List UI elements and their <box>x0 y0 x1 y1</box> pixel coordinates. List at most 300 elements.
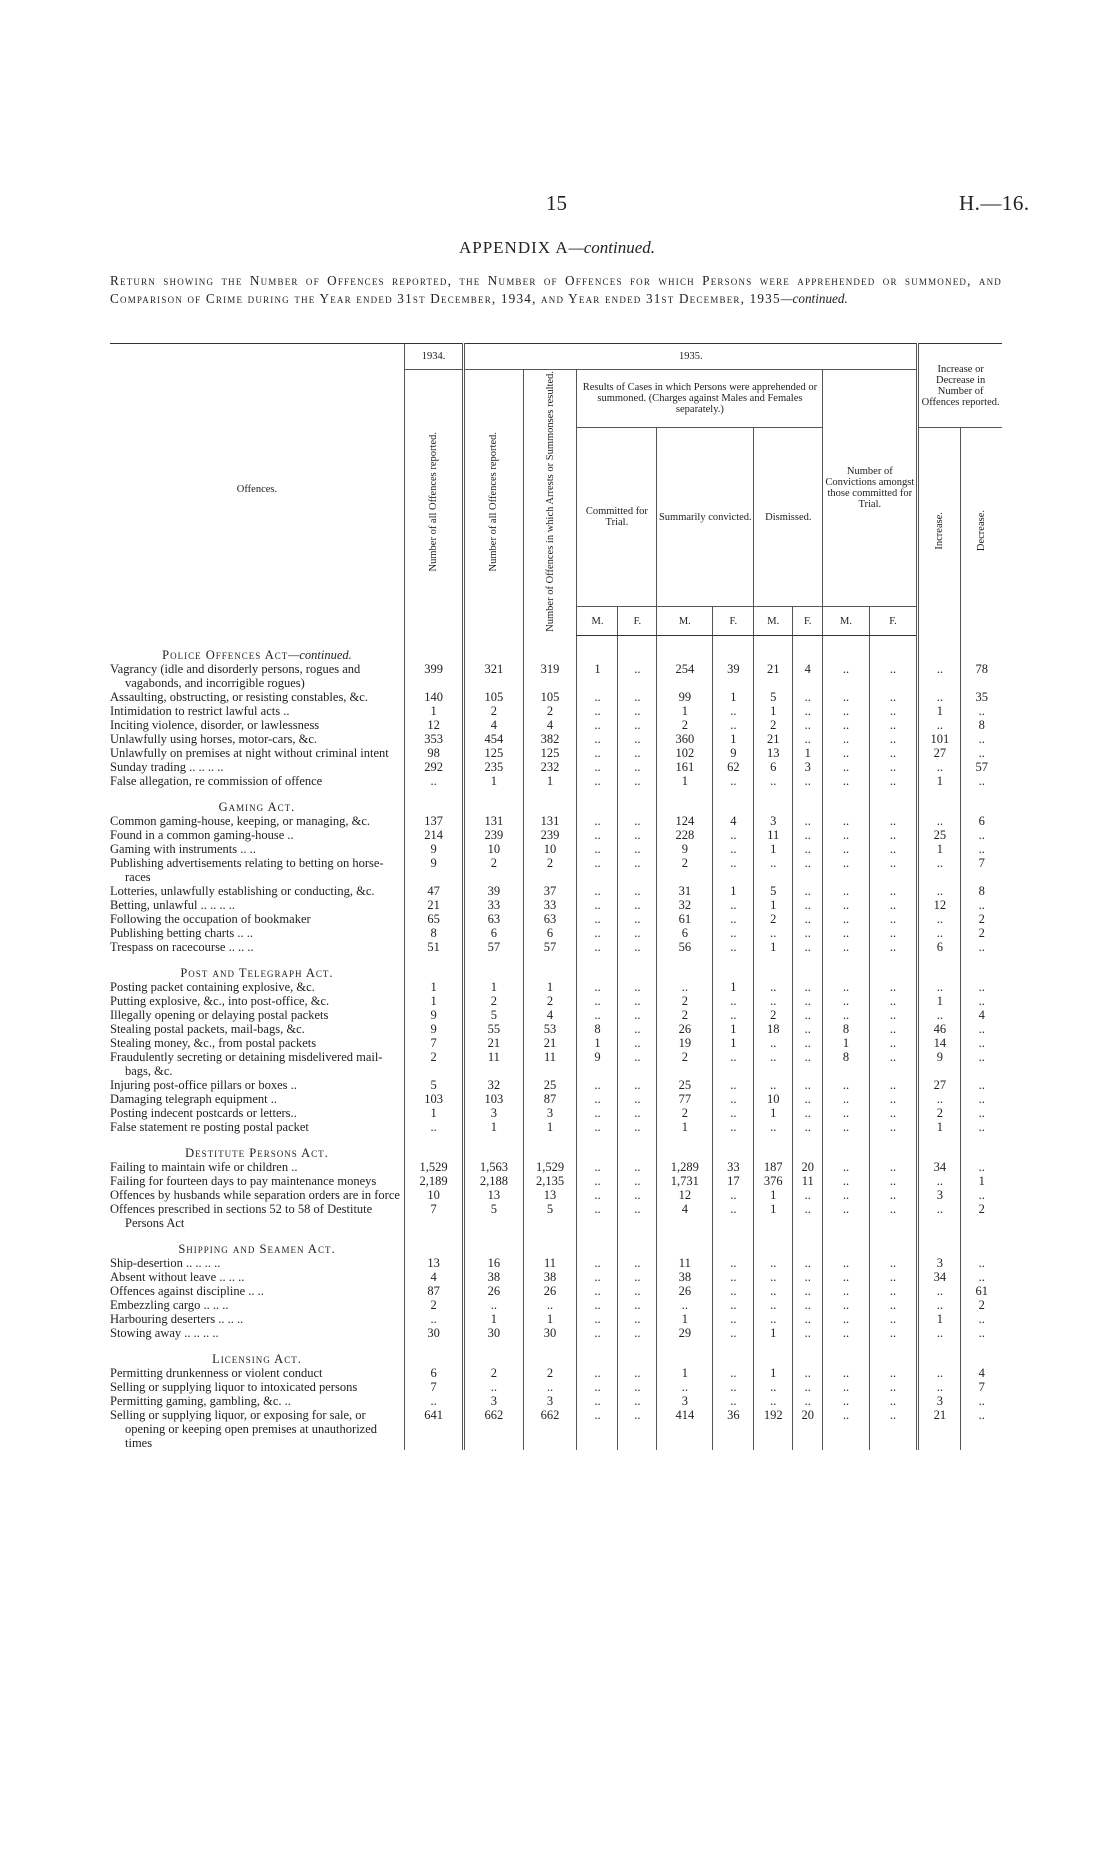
empty-cell <box>618 636 657 662</box>
table-cell: 1 <box>754 1106 793 1120</box>
table-cell: .. <box>823 1298 869 1312</box>
empty-cell <box>657 788 713 814</box>
table-cell: .. <box>793 718 823 732</box>
table-cell: 32 <box>464 1078 523 1092</box>
table-cell: .. <box>869 842 918 856</box>
table-cell: 2 <box>754 912 793 926</box>
table-cell: 131 <box>464 814 523 828</box>
offence-label: Ship-desertion .. .. .. .. <box>110 1255 221 1270</box>
table-cell: 4 <box>713 814 754 828</box>
empty-cell <box>918 954 961 980</box>
table-cell: 2 <box>464 704 523 718</box>
table-row <box>110 1408 1002 1450</box>
empty-cell <box>869 788 918 814</box>
table-cell: .. <box>869 1092 918 1106</box>
table-cell: .. <box>961 1326 1002 1340</box>
table-cell: .. <box>404 1394 463 1408</box>
table-cell: .. <box>713 1008 754 1022</box>
empty-cell <box>754 1134 793 1160</box>
table-cell: .. <box>793 1380 823 1394</box>
offence-label: Common gaming-house, keeping, or managing, &c. <box>110 813 371 828</box>
table-cell: 10 <box>523 842 577 856</box>
table-cell: .. <box>577 1078 618 1092</box>
table-cell: .. <box>793 828 823 842</box>
table-cell: 2,189 <box>404 1174 463 1188</box>
table-cell: 34 <box>918 1270 961 1284</box>
table-cell: 1 <box>793 746 823 760</box>
offence-label: Lotteries, unlawfully establishing or conducting, &c. <box>110 883 375 898</box>
table-cell: 55 <box>464 1022 523 1036</box>
table-cell: 26 <box>523 1284 577 1298</box>
offence-label: Absent without leave .. .. .. <box>110 1269 245 1284</box>
table-cell: .. <box>961 940 1002 954</box>
table-cell: .. <box>918 1092 961 1106</box>
table-cell: .. <box>869 828 918 842</box>
table-cell: .. <box>869 1312 918 1326</box>
empty-cell <box>464 788 523 814</box>
table-cell: 399 <box>404 662 463 690</box>
table-row <box>110 980 1002 994</box>
section-title-text: Post and Telegraph Act. <box>180 965 334 980</box>
table-cell: .. <box>404 1120 463 1134</box>
table-cell: .. <box>754 1284 793 1298</box>
empty-cell <box>404 1230 463 1256</box>
table-cell: 3 <box>523 1106 577 1120</box>
table-row <box>110 1188 1002 1202</box>
table-cell: 319 <box>523 662 577 690</box>
table-cell: 26 <box>657 1022 713 1036</box>
table-cell: .. <box>618 1284 657 1298</box>
table-cell: 1 <box>657 774 713 788</box>
table-cell: 27 <box>918 746 961 760</box>
table-cell: .. <box>823 1312 869 1326</box>
empty-cell <box>577 1340 618 1366</box>
table-cell: .. <box>869 1050 918 1078</box>
table-cell: 4 <box>464 718 523 732</box>
empty-cell <box>618 1230 657 1256</box>
table-cell: 1 <box>657 704 713 718</box>
table-cell: 2,135 <box>523 1174 577 1188</box>
section-title-text: Licensing Act. <box>212 1351 302 1366</box>
table-cell: 13 <box>404 1256 463 1270</box>
table-cell: 19 <box>657 1036 713 1050</box>
offence-label: Following the occupation of bookmaker <box>110 911 311 926</box>
empty-cell <box>657 636 713 662</box>
table-cell: 8 <box>823 1022 869 1036</box>
table-cell: 360 <box>657 732 713 746</box>
table-cell: .. <box>823 1106 869 1120</box>
table-cell: 7 <box>961 856 1002 884</box>
table-cell: 2 <box>464 856 523 884</box>
table-cell: .. <box>577 1366 618 1380</box>
empty-cell <box>404 1340 463 1366</box>
empty-cell <box>823 954 869 980</box>
table-cell: .. <box>823 1008 869 1022</box>
table-cell: .. <box>577 994 618 1008</box>
table-row <box>110 746 1002 760</box>
empty-cell <box>713 1340 754 1366</box>
header-arrests-text: Number of Offences in which Arrests or Summonses resulted. <box>544 371 556 632</box>
table-cell: .. <box>961 1408 1002 1450</box>
table-cell: 103 <box>404 1092 463 1106</box>
section-title-text: Destitute Persons Act. <box>185 1145 329 1160</box>
table-cell: 1 <box>961 1174 1002 1188</box>
table-cell: .. <box>961 732 1002 746</box>
table-cell: 98 <box>404 746 463 760</box>
appendix-title <box>0 238 1114 258</box>
table-cell: .. <box>793 704 823 718</box>
table-cell: .. <box>577 1408 618 1450</box>
table-cell: 1 <box>577 662 618 690</box>
table-cell: 2 <box>657 1050 713 1078</box>
table-cell: 21 <box>754 732 793 746</box>
table-cell: 25 <box>918 828 961 842</box>
table-row <box>110 856 1002 884</box>
table-cell: .. <box>577 704 618 718</box>
empty-cell <box>918 1340 961 1366</box>
table-cell: .. <box>577 1394 618 1408</box>
table-cell: .. <box>823 884 869 898</box>
table-row <box>110 1120 1002 1134</box>
table-cell: 87 <box>523 1092 577 1106</box>
table-cell: 4 <box>404 1270 463 1284</box>
section-title-suffix: —continued. <box>288 647 352 662</box>
offence-label: Stealing money, &c., from postal packets <box>110 1035 317 1050</box>
table-cell: .. <box>618 884 657 898</box>
table-cell: 5 <box>464 1008 523 1022</box>
empty-cell <box>961 1230 1002 1256</box>
table-cell: .. <box>713 1078 754 1092</box>
table-cell: .. <box>713 1050 754 1078</box>
table-cell: 21 <box>464 1036 523 1050</box>
table-cell: .. <box>918 1008 961 1022</box>
table-cell: 9 <box>713 746 754 760</box>
table-cell: .. <box>869 980 918 994</box>
table-cell: 62 <box>713 760 754 774</box>
table-cell: 6 <box>523 926 577 940</box>
table-cell: .. <box>618 1270 657 1284</box>
table-cell: 77 <box>657 1092 713 1106</box>
table-cell: .. <box>869 1078 918 1092</box>
section-title <box>110 1340 404 1366</box>
table-cell: 641 <box>404 1408 463 1450</box>
table-cell: 1 <box>464 1120 523 1134</box>
empty-cell <box>404 1134 463 1160</box>
empty-cell <box>793 1134 823 1160</box>
table-cell: 1,563 <box>464 1160 523 1174</box>
table-cell: 17 <box>713 1174 754 1188</box>
table-cell: .. <box>618 940 657 954</box>
table-row <box>110 662 1002 690</box>
page-number: 15 <box>546 191 567 215</box>
table-cell: 2 <box>657 718 713 732</box>
table-cell: .. <box>823 1202 869 1230</box>
header-dismissed-f: F. <box>793 607 823 636</box>
empty-cell <box>464 954 523 980</box>
table-cell: .. <box>618 704 657 718</box>
table-cell: .. <box>577 690 618 704</box>
table-cell: .. <box>793 690 823 704</box>
table-cell: 131 <box>523 814 577 828</box>
table-cell: .. <box>618 662 657 690</box>
header-increase-decrease: Increase or Decrease in Number of Offences reported. <box>918 344 1002 428</box>
empty-cell <box>577 1230 618 1256</box>
table-row <box>110 1050 1002 1078</box>
empty-cell <box>918 1134 961 1160</box>
table-cell: .. <box>713 1326 754 1340</box>
table-cell: 2 <box>657 1106 713 1120</box>
table-cell: .. <box>713 994 754 1008</box>
table-cell: .. <box>793 898 823 912</box>
table-cell: .. <box>404 774 463 788</box>
table-cell: .. <box>869 1022 918 1036</box>
table-cell: 39 <box>713 662 754 690</box>
table-cell: .. <box>713 912 754 926</box>
table-cell: .. <box>618 732 657 746</box>
table-cell: .. <box>618 1326 657 1340</box>
table-cell: 2 <box>523 994 577 1008</box>
table-cell: .. <box>823 704 869 718</box>
table-cell: 53 <box>523 1022 577 1036</box>
table-cell: .. <box>869 732 918 746</box>
header-committed-m: M. <box>577 607 618 636</box>
table-cell: .. <box>823 912 869 926</box>
table-row <box>110 1160 1002 1174</box>
table-cell: 2 <box>961 1298 1002 1312</box>
table-cell: .. <box>869 1256 918 1270</box>
table-cell: .. <box>577 1120 618 1134</box>
table-cell: 1 <box>523 1120 577 1134</box>
table-body <box>110 636 1002 1450</box>
table-cell: .. <box>713 842 754 856</box>
header-increase-text: Increase. <box>934 511 946 550</box>
table-cell: .. <box>793 884 823 898</box>
table-cell: 2 <box>464 1366 523 1380</box>
table-cell: .. <box>577 884 618 898</box>
table-cell: 161 <box>657 760 713 774</box>
table-cell: 137 <box>404 814 463 828</box>
table-cell: .. <box>793 1188 823 1202</box>
table-cell: .. <box>618 1160 657 1174</box>
table-cell: 9 <box>404 842 463 856</box>
table-cell: .. <box>869 994 918 1008</box>
table-cell: 5 <box>404 1078 463 1092</box>
table-cell: .. <box>577 1380 618 1394</box>
offence-label: Publishing betting charts .. .. <box>110 925 254 940</box>
offence-label: Fraudulently secreting or detaining misdelivered mail-bags, &c. <box>110 1049 383 1078</box>
table-cell: .. <box>618 1036 657 1050</box>
header-all-offences-1935 <box>464 370 523 636</box>
table-cell: 12 <box>918 898 961 912</box>
table-row <box>110 760 1002 774</box>
table-cell: .. <box>869 662 918 690</box>
table-cell: 7 <box>404 1380 463 1394</box>
table-cell: 1 <box>464 1312 523 1326</box>
table-cell: .. <box>869 1120 918 1134</box>
table-cell: .. <box>577 856 618 884</box>
empty-cell <box>577 788 618 814</box>
header-decrease-text: Decrease. <box>976 509 988 551</box>
table-cell: 4 <box>523 718 577 732</box>
table-cell: 10 <box>404 1188 463 1202</box>
table-cell: .. <box>961 1160 1002 1174</box>
table-cell: 1 <box>404 704 463 718</box>
table-cell: 2 <box>961 926 1002 940</box>
empty-cell <box>713 1134 754 1160</box>
empty-cell <box>618 1340 657 1366</box>
table-cell: .. <box>713 1256 754 1270</box>
offence-label: Trespass on racecourse .. .. .. <box>110 939 254 954</box>
table-row <box>110 1008 1002 1022</box>
table-cell: .. <box>793 994 823 1008</box>
table-cell: .. <box>793 980 823 994</box>
empty-cell <box>823 788 869 814</box>
table-cell: .. <box>618 746 657 760</box>
table-cell: 125 <box>523 746 577 760</box>
return-title <box>110 272 1002 308</box>
table-cell: 1 <box>713 980 754 994</box>
table-cell: .. <box>618 1174 657 1188</box>
section-title-text: Shipping and Seamen Act. <box>178 1241 336 1256</box>
table-cell: .. <box>577 1270 618 1284</box>
table-cell: .. <box>523 1380 577 1394</box>
table-cell: .. <box>793 1298 823 1312</box>
table-cell: 2 <box>404 1050 463 1078</box>
table-cell: 1 <box>404 1106 463 1120</box>
empty-cell <box>793 1230 823 1256</box>
table-cell: 2 <box>523 1366 577 1380</box>
table-cell: 35 <box>961 690 1002 704</box>
table-cell: 254 <box>657 662 713 690</box>
table-cell: 2 <box>961 1202 1002 1230</box>
empty-cell <box>869 1230 918 1256</box>
empty-cell <box>577 636 618 662</box>
table-cell: .. <box>793 814 823 828</box>
table-cell: .. <box>793 912 823 926</box>
table-cell: .. <box>754 1050 793 1078</box>
table-cell: 2,188 <box>464 1174 523 1188</box>
table-cell: .. <box>618 760 657 774</box>
table-cell: 18 <box>754 1022 793 1036</box>
table-cell: 6 <box>404 1366 463 1380</box>
table-cell: 1 <box>523 1312 577 1326</box>
table-cell: .. <box>523 1298 577 1312</box>
table-cell: .. <box>577 1174 618 1188</box>
header-summarily: Summarily convicted. <box>657 428 754 607</box>
table-cell: .. <box>823 940 869 954</box>
table-cell: .. <box>754 1036 793 1050</box>
table-cell: .. <box>961 828 1002 842</box>
table-cell: .. <box>618 994 657 1008</box>
table-cell: 6 <box>464 926 523 940</box>
table-cell: 6 <box>754 760 793 774</box>
table-cell: 103 <box>464 1092 523 1106</box>
table-cell: .. <box>823 718 869 732</box>
table-cell: .. <box>823 1120 869 1134</box>
table-cell: 36 <box>713 1408 754 1450</box>
table-cell: .. <box>869 690 918 704</box>
table-cell: .. <box>823 898 869 912</box>
table-cell: .. <box>961 898 1002 912</box>
table-cell: 187 <box>754 1160 793 1174</box>
table-cell: .. <box>618 718 657 732</box>
table-cell: 9 <box>404 856 463 884</box>
table-cell: 2 <box>464 994 523 1008</box>
table-cell: .. <box>793 926 823 940</box>
table-cell: .. <box>793 1366 823 1380</box>
table-cell: .. <box>918 980 961 994</box>
offence-label: Permitting gaming, gambling, &c. .. <box>110 1393 291 1408</box>
table-cell: 13 <box>523 1188 577 1202</box>
table-cell: .. <box>713 856 754 884</box>
header-dismissed-m: M. <box>754 607 793 636</box>
table-cell: .. <box>713 1188 754 1202</box>
table-cell: .. <box>869 1160 918 1174</box>
table-cell: .. <box>793 940 823 954</box>
section-header-row <box>110 954 1002 980</box>
table-cell: 8 <box>577 1022 618 1036</box>
offence-label: Injuring post-office pillars or boxes .. <box>110 1077 297 1092</box>
table-cell: 6 <box>657 926 713 940</box>
table-cell: 2 <box>523 704 577 718</box>
table-cell: .. <box>823 980 869 994</box>
table-cell: 1 <box>754 898 793 912</box>
table-cell: .. <box>618 828 657 842</box>
offence-label: Offences by husbands while separation orders are in force <box>110 1187 400 1202</box>
table-cell: .. <box>713 1284 754 1298</box>
offence-label: Betting, unlawful .. .. .. .. <box>110 897 235 912</box>
table-cell: 1 <box>918 774 961 788</box>
table-cell: .. <box>577 1092 618 1106</box>
table-cell: .. <box>618 1408 657 1450</box>
table-cell: 1 <box>464 774 523 788</box>
table-cell: 1,529 <box>523 1160 577 1174</box>
table-cell: .. <box>961 1394 1002 1408</box>
table-cell: .. <box>793 1202 823 1230</box>
empty-cell <box>657 1340 713 1366</box>
table-cell: 12 <box>404 718 463 732</box>
table-cell: .. <box>918 690 961 704</box>
table-cell: .. <box>577 1326 618 1340</box>
header-committed: Committed for Trial. <box>577 428 657 607</box>
header-all-offences-1934-text: Number of all Offences reported. <box>428 431 440 572</box>
empty-cell <box>577 1134 618 1160</box>
table-cell: .. <box>918 926 961 940</box>
section-header-row <box>110 1134 1002 1160</box>
table-cell: 9 <box>404 1008 463 1022</box>
table-row <box>110 1326 1002 1340</box>
table-row <box>110 1092 1002 1106</box>
header-convictions-m: M. <box>823 607 869 636</box>
table-cell: 11 <box>793 1174 823 1188</box>
table-row <box>110 1078 1002 1092</box>
table-cell: .. <box>869 940 918 954</box>
table-cell: 1 <box>523 980 577 994</box>
table-cell: .. <box>618 1366 657 1380</box>
table-cell: 1,529 <box>404 1160 463 1174</box>
table-cell: .. <box>869 1174 918 1188</box>
table-cell: 239 <box>523 828 577 842</box>
header-decrease <box>961 428 1002 636</box>
table-cell: .. <box>918 1326 961 1340</box>
table-cell: 57 <box>523 940 577 954</box>
table-cell: .. <box>918 1366 961 1380</box>
table-cell: .. <box>961 704 1002 718</box>
table-cell: 20 <box>793 1408 823 1450</box>
table-cell: 5 <box>523 1202 577 1230</box>
offence-label: Embezzling cargo .. .. .. <box>110 1297 229 1312</box>
table-cell: .. <box>657 1380 713 1394</box>
